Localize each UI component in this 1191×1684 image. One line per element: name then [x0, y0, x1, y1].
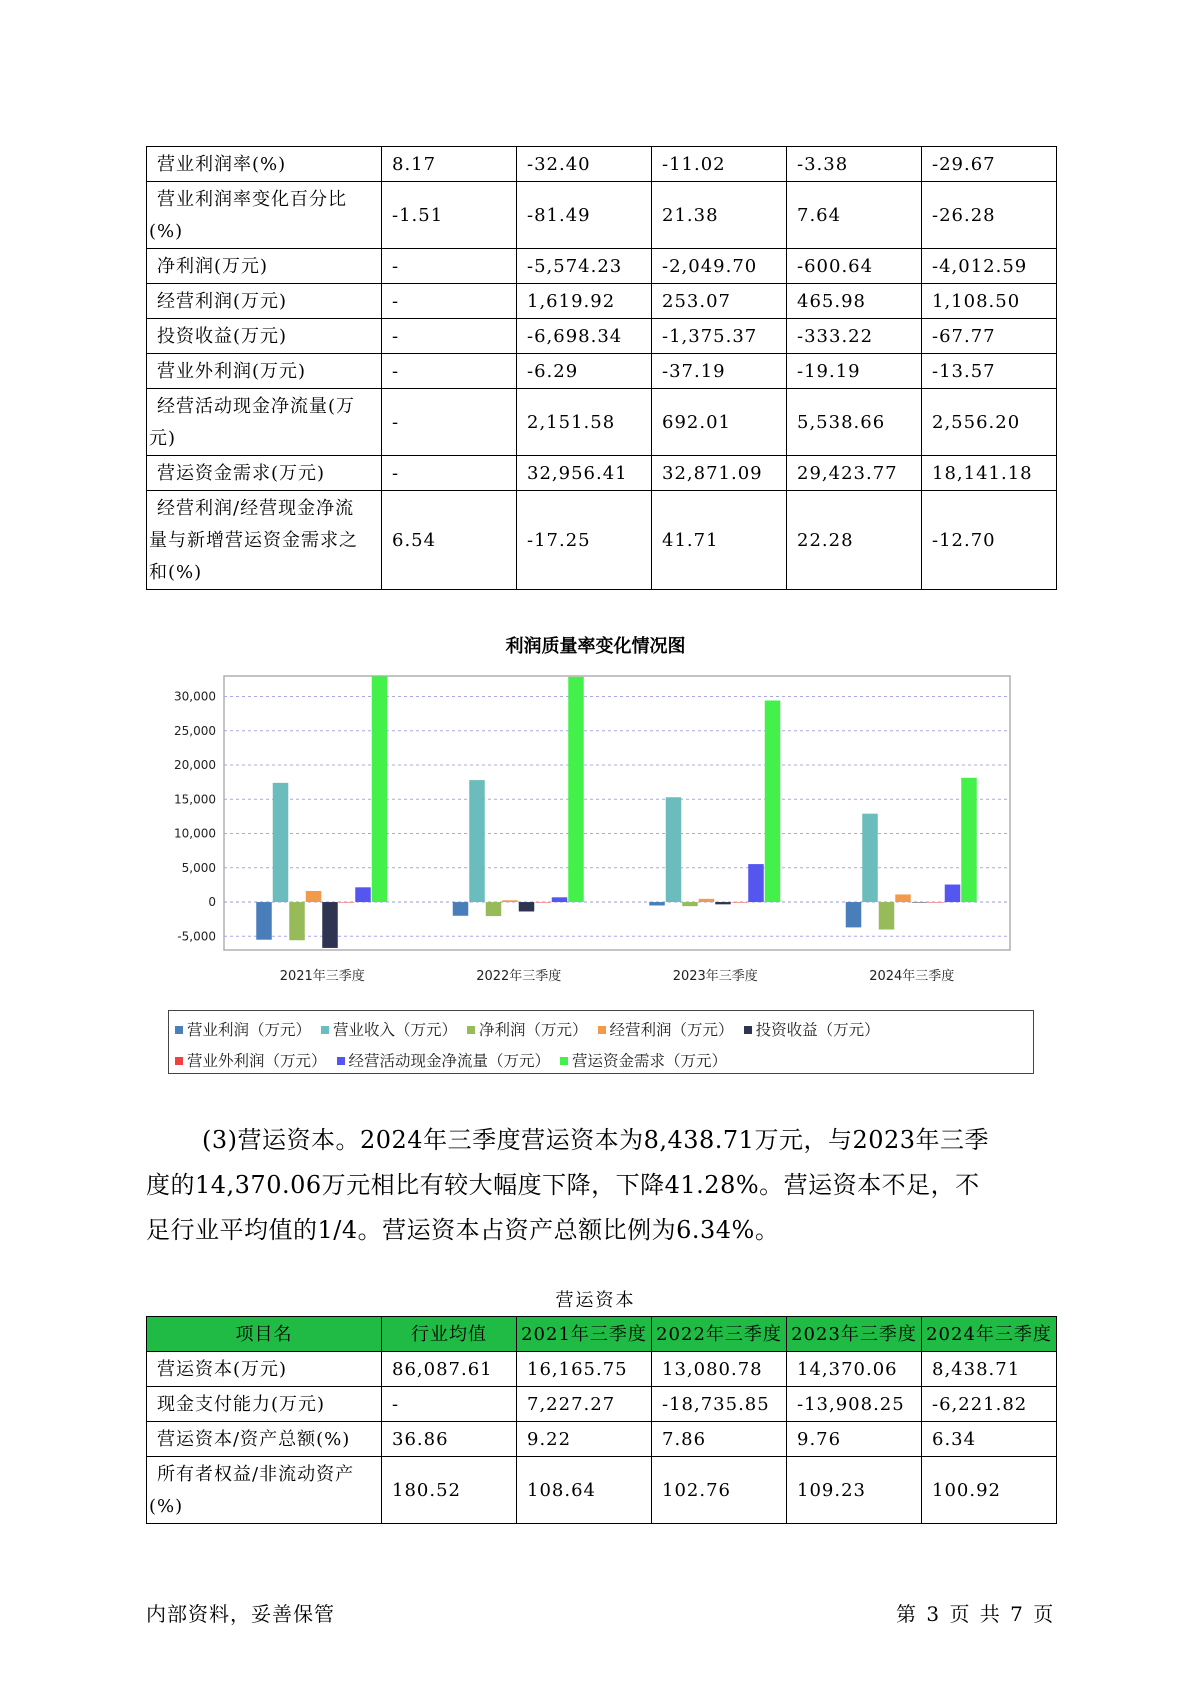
- table-cell: -13.57: [922, 354, 1057, 389]
- legend-label: 营运资金需求（万元）: [572, 1052, 728, 1070]
- table-row: [147, 491, 1057, 590]
- table-cell: 29,423.77: [787, 456, 922, 491]
- table-cell: -: [382, 1387, 517, 1422]
- column-header: 行业均值: [382, 1317, 517, 1352]
- legend-label: 投资收益（万元）: [755, 1021, 880, 1039]
- table-cell: 7.64: [787, 182, 922, 249]
- table-cell: 9.22: [517, 1422, 652, 1457]
- table-cell: 2,151.58: [517, 389, 652, 456]
- legend-swatch: [467, 1026, 475, 1034]
- bar: [961, 778, 977, 902]
- working-capital-paragraph: [146, 1118, 1066, 1253]
- table-row: [147, 284, 1057, 319]
- table-cell: -333.22: [787, 319, 922, 354]
- bar: [765, 700, 781, 902]
- legend-item: [598, 1018, 734, 1040]
- table-row: [147, 354, 1057, 389]
- legend-item: [467, 1018, 588, 1040]
- bar: [486, 902, 502, 916]
- legend-label: 营业收入（万元）: [333, 1021, 458, 1039]
- table-row: [147, 182, 1057, 249]
- table-cell: -6,221.82: [922, 1387, 1057, 1422]
- table-cell: 16,165.75: [517, 1352, 652, 1387]
- table-cell: 21.38: [652, 182, 787, 249]
- row-label-line: 和(%): [149, 562, 203, 583]
- bar: [502, 900, 518, 902]
- column-header: 2024年三季度: [922, 1317, 1057, 1352]
- table-cell: 5,538.66: [787, 389, 922, 456]
- table-cell: 1,108.50: [922, 284, 1057, 319]
- table-cell: 102.76: [652, 1457, 787, 1524]
- row-label-line: 营运资本(万元): [157, 1359, 288, 1380]
- bar: [322, 902, 338, 948]
- row-label-line: 净利润(万元): [157, 256, 269, 277]
- table-cell: -6.29: [517, 354, 652, 389]
- table-row: [147, 1387, 1057, 1422]
- table-row: [147, 456, 1057, 491]
- bar: [699, 899, 715, 902]
- bar: [306, 891, 322, 902]
- table-cell: -26.28: [922, 182, 1057, 249]
- legend-item: [175, 1018, 311, 1040]
- y-tick-label: 15,000: [174, 792, 216, 807]
- bar: [682, 902, 698, 906]
- legend-swatch: [598, 1026, 606, 1034]
- table-cell: 9.76: [787, 1422, 922, 1457]
- row-label-line: 营业外利润(万元): [157, 361, 307, 382]
- table-cell: -: [382, 319, 517, 354]
- table-cell: 86,087.61: [382, 1352, 517, 1387]
- table-cell: -1,375.37: [652, 319, 787, 354]
- legend-swatch: [560, 1057, 568, 1065]
- table-cell: 18,141.18: [922, 456, 1057, 491]
- chart-title: 利润质量率变化情况图: [505, 636, 686, 657]
- legend-swatch: [337, 1057, 345, 1065]
- paragraph-line: (3)营运资本。2024年三季度营运资本为8,438.71万元，与2023年三季: [202, 1126, 990, 1154]
- x-tick-label: 2021年三季度: [279, 969, 365, 984]
- row-label-line: 经营利润/经营现金净流: [157, 498, 355, 519]
- column-header: 2023年三季度: [787, 1317, 922, 1352]
- footer-page-number: 第 3 页 共 7 页: [896, 1602, 1054, 1626]
- row-label-line: 营运资本/资产总额(%): [157, 1429, 351, 1450]
- bar: [945, 885, 961, 903]
- working-capital-table: [146, 1316, 1057, 1524]
- row-label: [147, 1457, 382, 1524]
- table-row: [147, 1352, 1057, 1387]
- bar: [928, 902, 944, 903]
- table-header-row: [147, 1317, 1057, 1352]
- table-cell: 100.92: [922, 1457, 1057, 1524]
- bar: [339, 902, 355, 903]
- paragraph-line: 度的14,370.06万元相比有较大幅度下降，下降41.28%。营运资本不足，不: [146, 1171, 980, 1199]
- table-row: [147, 1422, 1057, 1457]
- table-cell: 692.01: [652, 389, 787, 456]
- profit-quality-table: [146, 146, 1057, 590]
- table-cell: -37.19: [652, 354, 787, 389]
- bar: [469, 780, 485, 902]
- bar: [519, 902, 535, 911]
- table-cell: 109.23: [787, 1457, 922, 1524]
- table-cell: 14,370.06: [787, 1352, 922, 1387]
- table-cell: 36.86: [382, 1422, 517, 1457]
- bar: [256, 902, 272, 940]
- bar: [895, 894, 911, 902]
- legend-label: 经营活动现金净流量（万元）: [348, 1052, 551, 1070]
- row-label-line: 投资收益(万元): [157, 326, 288, 347]
- column-header: 2021年三季度: [517, 1317, 652, 1352]
- bar: [289, 902, 305, 940]
- table-cell: 7.86: [652, 1422, 787, 1457]
- table-cell: -5,574.23: [517, 249, 652, 284]
- row-label: [147, 1422, 382, 1457]
- table-cell: -: [382, 249, 517, 284]
- table-row: [147, 389, 1057, 456]
- legend-swatch: [744, 1026, 752, 1034]
- table-cell: -600.64: [787, 249, 922, 284]
- paragraph-line: 足行业平均值的1/4。营运资本占资产总额比例为6.34%。: [146, 1216, 780, 1244]
- row-label-line: 所有者权益/非流动资产: [157, 1464, 355, 1485]
- table-cell: 253.07: [652, 284, 787, 319]
- chart-legend: [168, 1010, 1034, 1074]
- legend-item: [175, 1049, 327, 1071]
- table-cell: -: [382, 284, 517, 319]
- row-label-line: 元): [149, 428, 177, 449]
- table-cell: -6,698.34: [517, 319, 652, 354]
- x-tick-label: 2023年三季度: [672, 969, 758, 984]
- column-header: 2022年三季度: [652, 1317, 787, 1352]
- legend-label: 经营利润（万元）: [609, 1021, 734, 1039]
- table-cell: 465.98: [787, 284, 922, 319]
- legend-item: [321, 1018, 457, 1040]
- y-tick-label: 0: [208, 895, 216, 910]
- table-cell: -2,049.70: [652, 249, 787, 284]
- table-cell: 6.54: [382, 491, 517, 590]
- legend-item: [744, 1018, 880, 1040]
- table-cell: -: [382, 389, 517, 456]
- table-cell: -3.38: [787, 147, 922, 182]
- row-label: [147, 389, 382, 456]
- legend-swatch: [175, 1057, 183, 1065]
- table-cell: 7,227.27: [517, 1387, 652, 1422]
- table-cell: -17.25: [517, 491, 652, 590]
- x-tick-label: 2022年三季度: [476, 969, 562, 984]
- row-label-line: (%): [149, 1496, 184, 1517]
- row-label: [147, 284, 382, 319]
- y-tick-label: 10,000: [174, 826, 216, 841]
- table-cell: 180.52: [382, 1457, 517, 1524]
- table-cell: 22.28: [787, 491, 922, 590]
- profit-quality-table-body: [147, 147, 1057, 590]
- table-cell: -29.67: [922, 147, 1057, 182]
- bar: [649, 902, 665, 905]
- bar: [552, 897, 568, 902]
- table-cell: -81.49: [517, 182, 652, 249]
- legend-swatch: [175, 1026, 183, 1034]
- table-cell: 32,871.09: [652, 456, 787, 491]
- bar: [666, 797, 682, 902]
- table-caption: 营运资本: [555, 1290, 636, 1311]
- row-label: [147, 249, 382, 284]
- legend-item: [560, 1049, 727, 1071]
- row-label-line: (%): [149, 221, 184, 242]
- table-cell: 13,080.78: [652, 1352, 787, 1387]
- legend-label: 营业利润（万元）: [187, 1021, 312, 1039]
- legend-swatch: [321, 1026, 329, 1034]
- table-row: [147, 319, 1057, 354]
- table-cell: -: [382, 456, 517, 491]
- row-label: [147, 1387, 382, 1422]
- row-label-line: 经营活动现金净流量(万: [157, 396, 356, 417]
- table-cell: 2,556.20: [922, 389, 1057, 456]
- table-cell: -32.40: [517, 147, 652, 182]
- table-cell: 41.71: [652, 491, 787, 590]
- bar: [453, 902, 469, 916]
- table-row: [147, 1457, 1057, 1524]
- table-cell: 1,619.92: [517, 284, 652, 319]
- row-label: [147, 182, 382, 249]
- table-cell: -: [382, 354, 517, 389]
- x-tick-label: 2024年三季度: [869, 969, 955, 984]
- table-cell: -1.51: [382, 182, 517, 249]
- row-label-line: 经营利润(万元): [157, 291, 288, 312]
- bar: [535, 902, 551, 903]
- table-cell: 8.17: [382, 147, 517, 182]
- legend-row: [175, 1018, 890, 1042]
- table-cell: -4,012.59: [922, 249, 1057, 284]
- footer-confidential-note: 内部资料，妥善保管: [146, 1602, 335, 1626]
- y-tick-label: 25,000: [174, 723, 216, 738]
- legend-row: [175, 1049, 737, 1073]
- table-cell: 32,956.41: [517, 456, 652, 491]
- row-label: [147, 1352, 382, 1387]
- legend-item: [337, 1049, 551, 1071]
- table-cell: 8,438.71: [922, 1352, 1057, 1387]
- legend-label: 营业外利润（万元）: [187, 1052, 327, 1070]
- row-label-line: 营业利润率变化百分比: [157, 189, 347, 210]
- bar: [862, 814, 878, 902]
- bar: [273, 783, 289, 902]
- bar: [355, 887, 371, 902]
- working-capital-table-body: [147, 1317, 1057, 1524]
- y-tick-label: 30,000: [174, 689, 216, 704]
- row-label-line: 量与新增营运资金需求之: [149, 530, 358, 551]
- legend-label: 净利润（万元）: [479, 1021, 588, 1039]
- bar: [568, 677, 584, 902]
- row-label-line: 现金支付能力(万元): [157, 1394, 326, 1415]
- bar: [732, 902, 748, 903]
- bar: [748, 864, 764, 902]
- table-cell: -19.19: [787, 354, 922, 389]
- table-cell: -11.02: [652, 147, 787, 182]
- table-cell: 108.64: [517, 1457, 652, 1524]
- table-cell: -67.77: [922, 319, 1057, 354]
- row-label: [147, 354, 382, 389]
- column-header: 项目名: [147, 1317, 382, 1352]
- row-label: [147, 319, 382, 354]
- table-row: [147, 249, 1057, 284]
- bar: [372, 676, 388, 902]
- profit-quality-chart: [150, 660, 1050, 1000]
- table-cell: -12.70: [922, 491, 1057, 590]
- row-label: [147, 147, 382, 182]
- bar: [912, 902, 928, 903]
- bar: [846, 902, 862, 927]
- table-cell: -13,908.25: [787, 1387, 922, 1422]
- y-tick-label: 5,000: [181, 860, 216, 875]
- row-label: [147, 456, 382, 491]
- row-label-line: 营运资金需求(万元): [157, 463, 326, 484]
- row-label: [147, 491, 382, 590]
- table-cell: 6.34: [922, 1422, 1057, 1457]
- table-cell: -18,735.85: [652, 1387, 787, 1422]
- y-tick-label: -5,000: [177, 929, 216, 944]
- y-tick-label: 20,000: [174, 758, 216, 773]
- table-row: [147, 147, 1057, 182]
- bar: [879, 902, 895, 929]
- bar: [715, 902, 731, 904]
- row-label-line: 营业利润率(%): [157, 154, 287, 175]
